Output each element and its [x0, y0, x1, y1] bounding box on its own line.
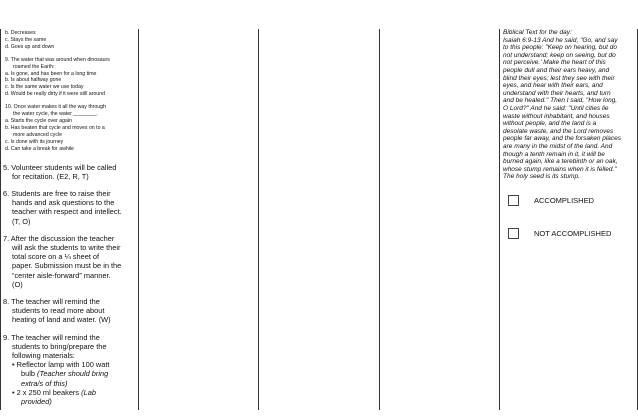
bible-line: to this people: "Keep on hearing, but do — [503, 44, 617, 52]
quiz-line: b. Is about halfway gone — [5, 77, 62, 84]
quiz-line: c. Is the same water we use today — [5, 84, 84, 91]
quiz-line: 9. The water that was around when dinosaurs — [5, 56, 110, 63]
bible-line: people far away, and the forsaken places — [503, 135, 622, 143]
material-item — [3, 360, 138, 369]
bible-line: not understand; keep on seeing, but do — [503, 51, 616, 59]
material-item-cont: extra/s of this) — [21, 378, 68, 388]
material-text: bulb — [21, 369, 38, 379]
material-note: (Lab — [81, 387, 96, 397]
quiz-line: c. Is done with its journey — [5, 138, 64, 145]
material-item-cont — [3, 369, 138, 378]
bible-line: though a tenth remain in it, it will be — [503, 150, 605, 158]
quiz-line: the water cycle, the water ________. — [13, 111, 98, 118]
material-item-cont — [3, 397, 138, 406]
procedure-step — [1, 333, 138, 407]
bible-line: are many in the midst of the land. And — [503, 142, 613, 150]
bible-line: eyes, and hear with their ears, and — [503, 82, 603, 90]
quiz-line: a. Is gone, and has been for a long time — [5, 70, 97, 77]
accomplished-checkbox[interactable] — [508, 195, 519, 206]
bible-heading: Biblical Text for the day: — [503, 29, 572, 36]
not-accomplished-option[interactable] — [508, 228, 611, 239]
quiz-line: b. Has beaten that cycle and moves on to a — [5, 124, 105, 131]
column-divider-3 — [379, 29, 380, 410]
accomplished-label: ACCOMPLISHED — [534, 196, 595, 205]
procedure-step — [1, 189, 138, 226]
step-line: (T, O) — [12, 216, 31, 226]
quiz-line: d. Goes up and down — [5, 43, 55, 50]
biblical-text — [500, 29, 637, 181]
step-line: 5. Volunteer students will be called — [3, 162, 117, 172]
bible-line: understand with their hearts, and turn — [503, 89, 611, 97]
step-line: heating of land and water. (W) — [12, 315, 111, 325]
material-note: (Teacher should bring — [37, 369, 109, 379]
accomplished-option[interactable] — [508, 195, 594, 206]
step-line: for recitation. (E2, R, T) — [12, 171, 89, 181]
step-line: 6. Students are free to raise their — [3, 188, 111, 198]
quiz-line: d. Would be really dirty if it were still around — [5, 91, 105, 98]
quiz-line: more advanced cycle — [13, 131, 63, 138]
step-line: students to read more about — [12, 306, 105, 316]
quiz-line: 10. Once water makes it all the way through — [5, 104, 106, 111]
step-line: students to bring/prepare the — [12, 341, 107, 351]
quiz-line: a. Starts the cycle over again — [5, 117, 72, 124]
bible-line: not perceive.' Make the heart of this — [503, 59, 606, 67]
bible-line: without people, and the land is a — [503, 120, 597, 128]
bible-line: people dull and their ears heavy, and — [503, 66, 610, 74]
procedure-steps — [1, 163, 138, 407]
procedure-step — [1, 234, 138, 289]
step-line: hands and ask questions to the — [12, 198, 115, 208]
material-note: provided) — [21, 396, 52, 406]
step-line: 9. The teacher will remind the — [3, 332, 100, 342]
not-accomplished-checkbox[interactable] — [508, 228, 519, 239]
bible-line: Isaiah 6:9-13 And he said, "Go, and say — [503, 36, 618, 44]
step-line: teacher with respect and intellect. — [12, 207, 122, 217]
quiz-line: d. Can take a break for awhile — [5, 145, 74, 152]
step-line: following materials: — [12, 350, 75, 360]
material-item — [3, 388, 138, 397]
bible-line: burned again, like a terebinth or an oak, — [503, 158, 618, 166]
bible-line: desolate waste, and the Lord removes — [503, 127, 614, 135]
bible-line: waste without inhabitant, and houses — [503, 112, 610, 120]
step-line: paper. Submission must be in the — [12, 261, 122, 271]
quiz-line: c. Stays the same — [5, 36, 47, 43]
material-text: • Reflector lamp with 100 watt — [12, 360, 110, 370]
step-line: “center aisle-forward” manner. — [12, 270, 111, 280]
procedure-step — [1, 163, 138, 181]
procedure-column — [1, 29, 138, 410]
quiz-line: b. Decreases — [5, 30, 36, 36]
values-column — [500, 29, 637, 410]
column-divider-1 — [138, 29, 139, 410]
bible-line: O Lord?" And he said: "Until cities lie — [503, 104, 609, 112]
procedure-step — [1, 297, 138, 325]
quiz-choices — [1, 29, 138, 153]
step-line: 8. The teacher will remind the — [3, 296, 100, 306]
step-line: 7. After the discussion the teacher — [3, 233, 115, 243]
step-line: total score on a ¼ sheet of — [12, 252, 100, 262]
step-line: (O) — [12, 279, 23, 289]
quiz-line: roamed the Earth: — [13, 63, 55, 70]
bible-line: The holy seed is its stump. — [503, 173, 580, 181]
lesson-plan-table — [0, 29, 638, 410]
material-text: • 2 x 250 ml beakers — [12, 387, 82, 397]
step-line: will ask the students to write their — [12, 242, 121, 252]
bible-line: whose stump remains when it is felled." — [503, 165, 617, 173]
column-divider-2 — [258, 29, 259, 410]
not-accomplished-label: NOT ACCOMPLISHED — [534, 229, 612, 238]
bible-line: blind their eyes; lest they see with their — [503, 74, 615, 82]
bible-line: and be healed." Then I said, "How long, — [503, 97, 618, 105]
